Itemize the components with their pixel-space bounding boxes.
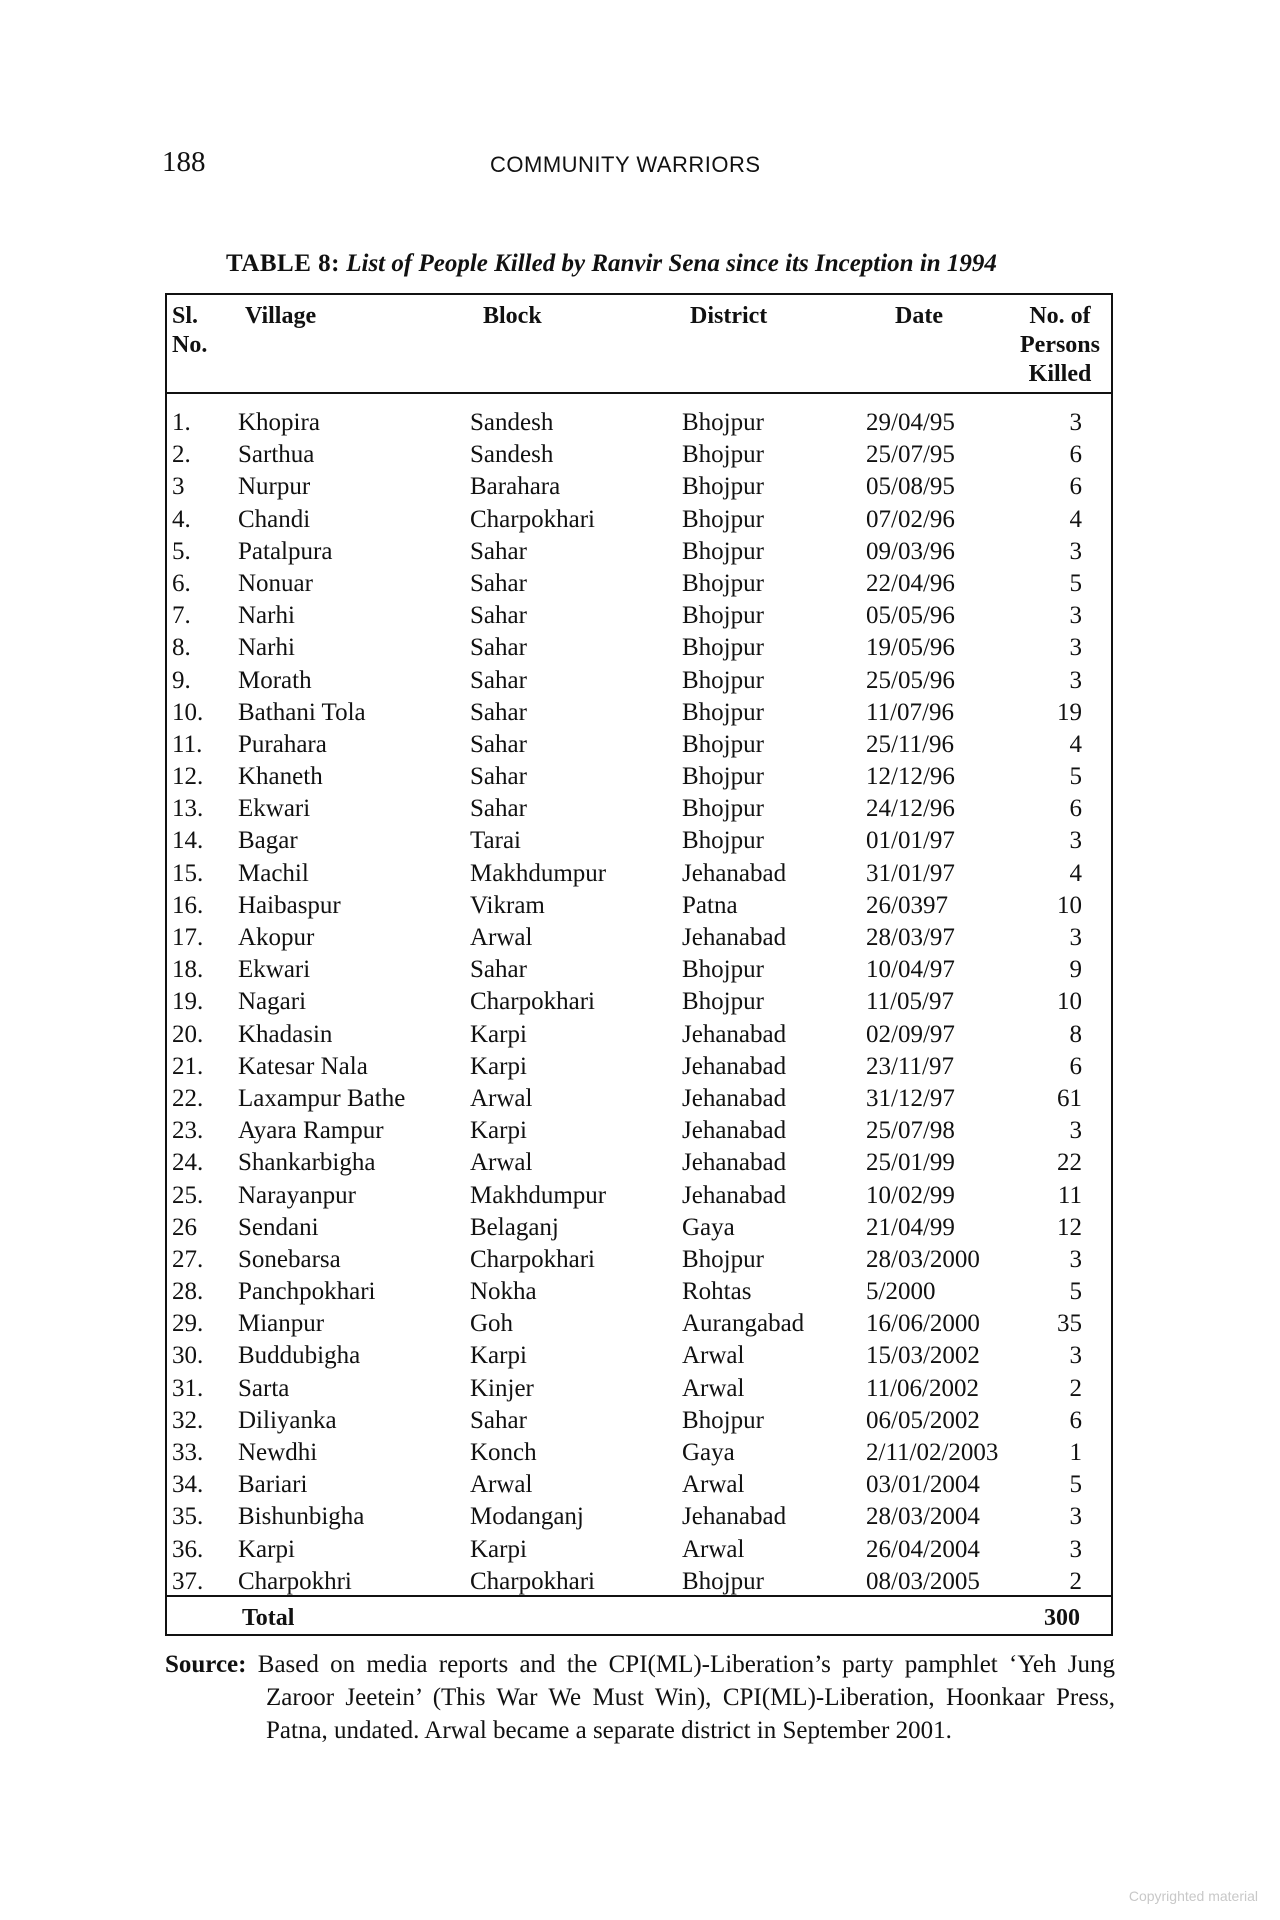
cell-village: Sarthua <box>238 441 315 469</box>
cell-sl-no: 33. <box>172 1439 204 1466</box>
cell-district: Bhojpur <box>682 1567 764 1595</box>
cell-block: Kinjer <box>470 1374 534 1402</box>
cell-block: Konch <box>470 1439 537 1466</box>
cell-village: Machil <box>238 859 309 887</box>
cell-sl-no: 23. <box>172 1117 204 1145</box>
cell-village: Bathani Tola <box>238 698 366 726</box>
cell-persons-killed: 3 <box>1069 1245 1082 1273</box>
cell-date: 25/05/96 <box>866 666 955 694</box>
cell-date: 05/05/96 <box>866 602 955 630</box>
cell-persons-killed: 5 <box>1069 763 1082 791</box>
cell-date: 01/01/97 <box>866 827 955 855</box>
cell-persons-killed: 5 <box>1069 569 1082 597</box>
cell-district: Jehanabad <box>682 1503 787 1531</box>
cell-persons-killed: 8 <box>1069 1020 1082 1048</box>
source-note <box>165 1648 1115 1747</box>
table-row <box>0 568 1280 600</box>
cell-date: 28/03/2000 <box>866 1245 980 1273</box>
running-title: COMMUNITY WARRIORS <box>490 152 761 177</box>
table-caption <box>226 250 997 278</box>
cell-block: Sahar <box>470 795 527 823</box>
cell-block: Sandesh <box>470 409 554 436</box>
cell-block: Sandesh <box>470 441 554 469</box>
cell-district: Bhojpur <box>682 666 764 694</box>
cell-persons-killed: 3 <box>1069 924 1082 951</box>
cell-district: Rohtas <box>682 1278 752 1306</box>
cell-village: Laxampur Bathe <box>238 1084 406 1112</box>
cell-village: Ayara Rampur <box>238 1117 384 1145</box>
cell-sl-no: 27. <box>172 1245 204 1273</box>
cell-persons-killed: 3 <box>1069 1117 1082 1145</box>
cell-date: 11/07/96 <box>866 698 954 726</box>
cell-date: 11/06/2002 <box>866 1374 979 1402</box>
cell-district: Bhojpur <box>682 730 764 758</box>
column-header-date: Date <box>895 303 943 329</box>
cell-persons-killed: 3 <box>1069 634 1082 662</box>
cell-district: Arwal <box>682 1471 745 1499</box>
cell-block: Modanganj <box>470 1503 584 1531</box>
cell-village: Sendani <box>238 1213 319 1241</box>
cell-village: Nonuar <box>238 569 313 597</box>
cell-persons-killed: 6 <box>1069 473 1082 501</box>
cell-block: Barahara <box>470 473 561 501</box>
cell-village: Newdhi <box>238 1439 318 1466</box>
cell-date: 2/11/02/2003 <box>866 1439 999 1466</box>
cell-block: Sahar <box>470 956 527 984</box>
cell-date: 12/12/96 <box>866 763 955 791</box>
table-row <box>0 600 1280 632</box>
cell-date: 11/05/97 <box>866 988 954 1016</box>
table-row <box>0 986 1280 1018</box>
cell-village: Panchpokhari <box>238 1278 376 1306</box>
cell-district: Jehanabad <box>682 1020 787 1048</box>
table-row <box>0 1276 1280 1308</box>
cell-village: Patalpura <box>238 537 333 565</box>
cell-sl-no: 31. <box>172 1374 204 1402</box>
cell-persons-killed: 3 <box>1069 666 1082 694</box>
cell-district: Bhojpur <box>682 956 764 984</box>
table-row <box>0 1566 1280 1598</box>
cell-block: Goh <box>470 1310 514 1338</box>
column-header-sl-no: Sl. No. <box>172 303 208 358</box>
cell-date: 21/04/99 <box>866 1213 955 1241</box>
cell-district: Gaya <box>682 1439 735 1466</box>
cell-sl-no: 34. <box>172 1471 204 1499</box>
cell-sl-no: 21. <box>172 1052 204 1080</box>
cell-block: Sahar <box>470 730 527 758</box>
cell-block: Charpokhari <box>470 1245 595 1273</box>
cell-date: 28/03/2004 <box>866 1503 980 1531</box>
cell-village: Katesar Nala <box>238 1052 368 1080</box>
cell-village: Ekwari <box>238 956 311 984</box>
cell-village: Morath <box>238 666 312 694</box>
cell-sl-no: 28. <box>172 1278 204 1306</box>
cell-village: Nagari <box>238 988 307 1016</box>
table-row <box>0 1340 1280 1372</box>
cell-sl-no: 5. <box>172 537 191 565</box>
cell-date: 22/04/96 <box>866 569 955 597</box>
cell-village: Buddubigha <box>238 1342 361 1370</box>
cell-village: Bariari <box>238 1471 308 1499</box>
cell-village: Diliyanka <box>238 1406 337 1434</box>
cell-block: Sahar <box>470 634 527 662</box>
cell-village: Narhi <box>238 634 295 662</box>
table-caption-label: TABLE 8: <box>226 250 340 277</box>
cell-village: Mianpur <box>238 1310 325 1338</box>
cell-sl-no: 30. <box>172 1342 204 1370</box>
cell-sl-no: 3 <box>172 473 185 501</box>
cell-district: Bhojpur <box>682 795 764 823</box>
watermark: Copyrighted material <box>1128 1888 1258 1904</box>
cell-sl-no: 14. <box>172 827 204 855</box>
total-value: 300 <box>1044 1605 1080 1631</box>
cell-date: 23/11/97 <box>866 1052 954 1080</box>
cell-village: Nurpur <box>238 473 311 501</box>
cell-persons-killed: 3 <box>1069 602 1082 630</box>
cell-district: Bhojpur <box>682 698 764 726</box>
cell-district: Bhojpur <box>682 505 764 533</box>
cell-district: Bhojpur <box>682 634 764 662</box>
cell-village: Karpi <box>238 1535 295 1563</box>
cell-village: Charpokhri <box>238 1567 352 1595</box>
cell-persons-killed: 4 <box>1069 505 1082 533</box>
cell-sl-no: 8. <box>172 634 191 662</box>
cell-persons-killed: 4 <box>1069 730 1082 758</box>
cell-sl-no: 17. <box>172 924 204 951</box>
cell-district: Jehanabad <box>682 1181 787 1209</box>
cell-sl-no: 36. <box>172 1535 204 1563</box>
table-row <box>0 1147 1280 1179</box>
cell-sl-no: 1. <box>172 409 191 436</box>
cell-persons-killed: 6 <box>1069 1406 1082 1434</box>
table-row <box>0 1308 1280 1340</box>
table-row <box>0 1051 1280 1083</box>
cell-persons-killed: 4 <box>1069 859 1082 887</box>
cell-block: Arwal <box>470 1084 533 1112</box>
cell-sl-no: 25. <box>172 1181 204 1209</box>
table-row <box>0 761 1280 793</box>
cell-block: Nokha <box>470 1278 537 1306</box>
cell-persons-killed: 3 <box>1069 1535 1082 1563</box>
cell-sl-no: 6. <box>172 569 191 597</box>
cell-sl-no: 29. <box>172 1310 204 1338</box>
cell-persons-killed: 10 <box>1057 891 1082 919</box>
cell-village: Narayanpur <box>238 1181 356 1209</box>
cell-district: Arwal <box>682 1535 745 1563</box>
cell-sl-no: 24. <box>172 1149 204 1177</box>
cell-sl-no: 18. <box>172 956 204 984</box>
cell-sl-no: 10. <box>172 698 204 726</box>
table-caption-title: List of People Killed by Ranvir Sena since its Inception in 1994 <box>346 250 997 277</box>
cell-persons-killed: 3 <box>1069 409 1082 436</box>
table-row <box>0 1212 1280 1244</box>
cell-village: Shankarbigha <box>238 1149 376 1177</box>
table-row <box>0 890 1280 922</box>
cell-village: Khadasin <box>238 1020 333 1048</box>
cell-district: Bhojpur <box>682 602 764 630</box>
cell-village: Haibaspur <box>238 891 341 919</box>
cell-sl-no: 26 <box>172 1213 197 1241</box>
source-text: Based on media reports and the CPI(ML)-Liberation’s party pamphlet ‘Yeh Jung Zaroor Jeetein’ (This War We Must Win), CPI(ML)-Liberation, Hoonkaar Press, Patna, undated. Arwal became a separate district in September 2001. <box>257 1651 1115 1744</box>
cell-district: Bhojpur <box>682 988 764 1016</box>
cell-sl-no: 19. <box>172 988 204 1016</box>
cell-village: Purahara <box>238 730 327 758</box>
table-row <box>0 1437 1280 1469</box>
table-row <box>0 407 1280 439</box>
cell-persons-killed: 3 <box>1069 1503 1082 1531</box>
cell-district: Jehanabad <box>682 1084 787 1112</box>
cell-district: Jehanabad <box>682 859 787 887</box>
cell-date: 5/2000 <box>866 1278 936 1306</box>
cell-date: 25/07/98 <box>866 1117 955 1145</box>
cell-date: 02/09/97 <box>866 1020 955 1048</box>
cell-persons-killed: 3 <box>1069 537 1082 565</box>
cell-date: 16/06/2000 <box>866 1310 980 1338</box>
table-row <box>0 504 1280 536</box>
source-label: Source: <box>165 1651 247 1678</box>
cell-date: 28/03/97 <box>866 924 955 951</box>
table-row <box>0 471 1280 503</box>
cell-persons-killed: 6 <box>1069 441 1082 469</box>
cell-village: Bishunbigha <box>238 1503 365 1531</box>
cell-village: Khopira <box>238 409 320 436</box>
cell-sl-no: 2. <box>172 441 191 469</box>
cell-district: Bhojpur <box>682 1406 764 1434</box>
cell-block: Karpi <box>470 1020 527 1048</box>
table-body <box>0 407 1280 1598</box>
table-row <box>0 439 1280 471</box>
table-row <box>0 665 1280 697</box>
cell-sl-no: 37. <box>172 1567 204 1595</box>
table-row <box>0 1244 1280 1276</box>
cell-date: 19/05/96 <box>866 634 955 662</box>
cell-date: 29/04/95 <box>866 409 955 436</box>
cell-persons-killed: 11 <box>1057 1181 1082 1209</box>
cell-persons-killed: 12 <box>1057 1213 1082 1241</box>
table-row <box>0 1115 1280 1147</box>
cell-block: Sahar <box>470 602 527 630</box>
cell-village: Akopur <box>238 924 315 951</box>
cell-district: Gaya <box>682 1213 735 1241</box>
cell-sl-no: 35. <box>172 1503 204 1531</box>
cell-block: Arwal <box>470 1471 533 1499</box>
column-header-village: Village <box>245 303 317 329</box>
cell-persons-killed: 5 <box>1069 1471 1082 1499</box>
cell-district: Bhojpur <box>682 537 764 565</box>
table-row <box>0 697 1280 729</box>
cell-block: Sahar <box>470 666 527 694</box>
cell-sl-no: 4. <box>172 505 191 533</box>
cell-sl-no: 22. <box>172 1084 204 1112</box>
cell-persons-killed: 2 <box>1069 1374 1082 1402</box>
cell-block: Arwal <box>470 924 533 951</box>
cell-sl-no: 11. <box>172 730 203 758</box>
cell-date: 26/04/2004 <box>866 1535 980 1563</box>
cell-date: 25/11/96 <box>866 730 954 758</box>
cell-persons-killed: 61 <box>1057 1084 1082 1112</box>
cell-block: Sahar <box>470 537 527 565</box>
cell-date: 08/03/2005 <box>866 1567 980 1595</box>
cell-district: Jehanabad <box>682 1052 787 1080</box>
cell-persons-killed: 22 <box>1057 1149 1082 1177</box>
table-row <box>0 1405 1280 1437</box>
column-header-block: Block <box>483 303 542 329</box>
cell-district: Jehanabad <box>682 924 787 951</box>
cell-district: Bhojpur <box>682 441 764 469</box>
table-row <box>0 1373 1280 1405</box>
cell-block: Karpi <box>470 1342 527 1370</box>
cell-date: 10/02/99 <box>866 1181 955 1209</box>
cell-persons-killed: 19 <box>1057 698 1082 726</box>
cell-sl-no: 20. <box>172 1020 204 1048</box>
cell-date: 31/12/97 <box>866 1084 955 1112</box>
cell-date: 24/12/96 <box>866 795 955 823</box>
cell-district: Patna <box>682 891 738 919</box>
cell-date: 15/03/2002 <box>866 1342 980 1370</box>
cell-date: 10/04/97 <box>866 956 955 984</box>
total-label: Total <box>242 1605 295 1631</box>
table-row <box>0 1019 1280 1051</box>
cell-block: Charpokhari <box>470 1567 595 1595</box>
cell-persons-killed: 5 <box>1069 1278 1082 1306</box>
cell-persons-killed: 3 <box>1069 827 1082 855</box>
cell-persons-killed: 10 <box>1057 988 1082 1016</box>
cell-persons-killed: 2 <box>1069 1567 1082 1595</box>
cell-block: Charpokhari <box>470 988 595 1016</box>
cell-block: Sahar <box>470 698 527 726</box>
cell-village: Khaneth <box>238 763 323 791</box>
cell-block: Makhdumpur <box>470 859 607 887</box>
cell-block: Belaganj <box>470 1213 559 1241</box>
table-row <box>0 954 1280 986</box>
cell-sl-no: 7. <box>172 602 191 630</box>
cell-date: 26/0397 <box>866 891 948 919</box>
cell-persons-killed: 6 <box>1069 795 1082 823</box>
cell-persons-killed: 6 <box>1069 1052 1082 1080</box>
cell-district: Bhojpur <box>682 473 764 501</box>
table-row <box>0 1534 1280 1566</box>
cell-block: Sahar <box>470 569 527 597</box>
cell-district: Bhojpur <box>682 827 764 855</box>
cell-village: Narhi <box>238 602 295 630</box>
cell-village: Sonebarsa <box>238 1245 341 1273</box>
column-header-district: District <box>690 303 768 329</box>
cell-date: 25/07/95 <box>866 441 955 469</box>
cell-block: Tarai <box>470 827 521 855</box>
column-header-persons-killed: No. of Persons Killed <box>1020 303 1100 387</box>
cell-block: Sahar <box>470 763 527 791</box>
cell-sl-no: 15. <box>172 859 204 887</box>
cell-village: Bagar <box>238 827 298 855</box>
cell-date: 07/02/96 <box>866 505 955 533</box>
table-row <box>0 1180 1280 1212</box>
cell-block: Vikram <box>470 891 545 919</box>
cell-persons-killed: 9 <box>1069 956 1082 984</box>
table-row <box>0 1083 1280 1115</box>
table-row <box>0 825 1280 857</box>
cell-date: 31/01/97 <box>866 859 955 887</box>
cell-block: Arwal <box>470 1149 533 1177</box>
cell-sl-no: 32. <box>172 1406 204 1434</box>
cell-date: 06/05/2002 <box>866 1406 980 1434</box>
cell-persons-killed: 1 <box>1069 1439 1082 1466</box>
header-divider <box>165 392 1113 394</box>
cell-block: Karpi <box>470 1535 527 1563</box>
cell-district: Bhojpur <box>682 763 764 791</box>
cell-block: Makhdumpur <box>470 1181 607 1209</box>
table-row <box>0 536 1280 568</box>
cell-district: Jehanabad <box>682 1149 787 1177</box>
cell-sl-no: 16. <box>172 891 204 919</box>
cell-sl-no: 13. <box>172 795 204 823</box>
cell-date: 03/01/2004 <box>866 1471 980 1499</box>
cell-date: 09/03/96 <box>866 537 955 565</box>
cell-district: Jehanabad <box>682 1117 787 1145</box>
cell-sl-no: 9. <box>172 666 191 694</box>
cell-date: 05/08/95 <box>866 473 955 501</box>
cell-district: Aurangabad <box>682 1310 805 1338</box>
cell-block: Karpi <box>470 1117 527 1145</box>
cell-block: Charpokhari <box>470 505 595 533</box>
cell-block: Sahar <box>470 1406 527 1434</box>
cell-district: Bhojpur <box>682 569 764 597</box>
cell-district: Arwal <box>682 1374 745 1402</box>
cell-persons-killed: 3 <box>1069 1342 1082 1370</box>
page-number: 188 <box>162 146 206 178</box>
cell-sl-no: 12. <box>172 763 204 791</box>
cell-district: Bhojpur <box>682 409 764 436</box>
table-row <box>0 858 1280 890</box>
table-row <box>0 922 1280 954</box>
cell-village: Ekwari <box>238 795 311 823</box>
cell-date: 25/01/99 <box>866 1149 955 1177</box>
cell-persons-killed: 35 <box>1057 1310 1082 1338</box>
table-row <box>0 1469 1280 1501</box>
table-row <box>0 729 1280 761</box>
cell-village: Chandi <box>238 505 311 533</box>
cell-district: Arwal <box>682 1342 745 1370</box>
cell-village: Sarta <box>238 1374 290 1402</box>
table-row <box>0 632 1280 664</box>
table-row <box>0 793 1280 825</box>
cell-district: Bhojpur <box>682 1245 764 1273</box>
cell-block: Karpi <box>470 1052 527 1080</box>
table-row <box>0 1501 1280 1533</box>
